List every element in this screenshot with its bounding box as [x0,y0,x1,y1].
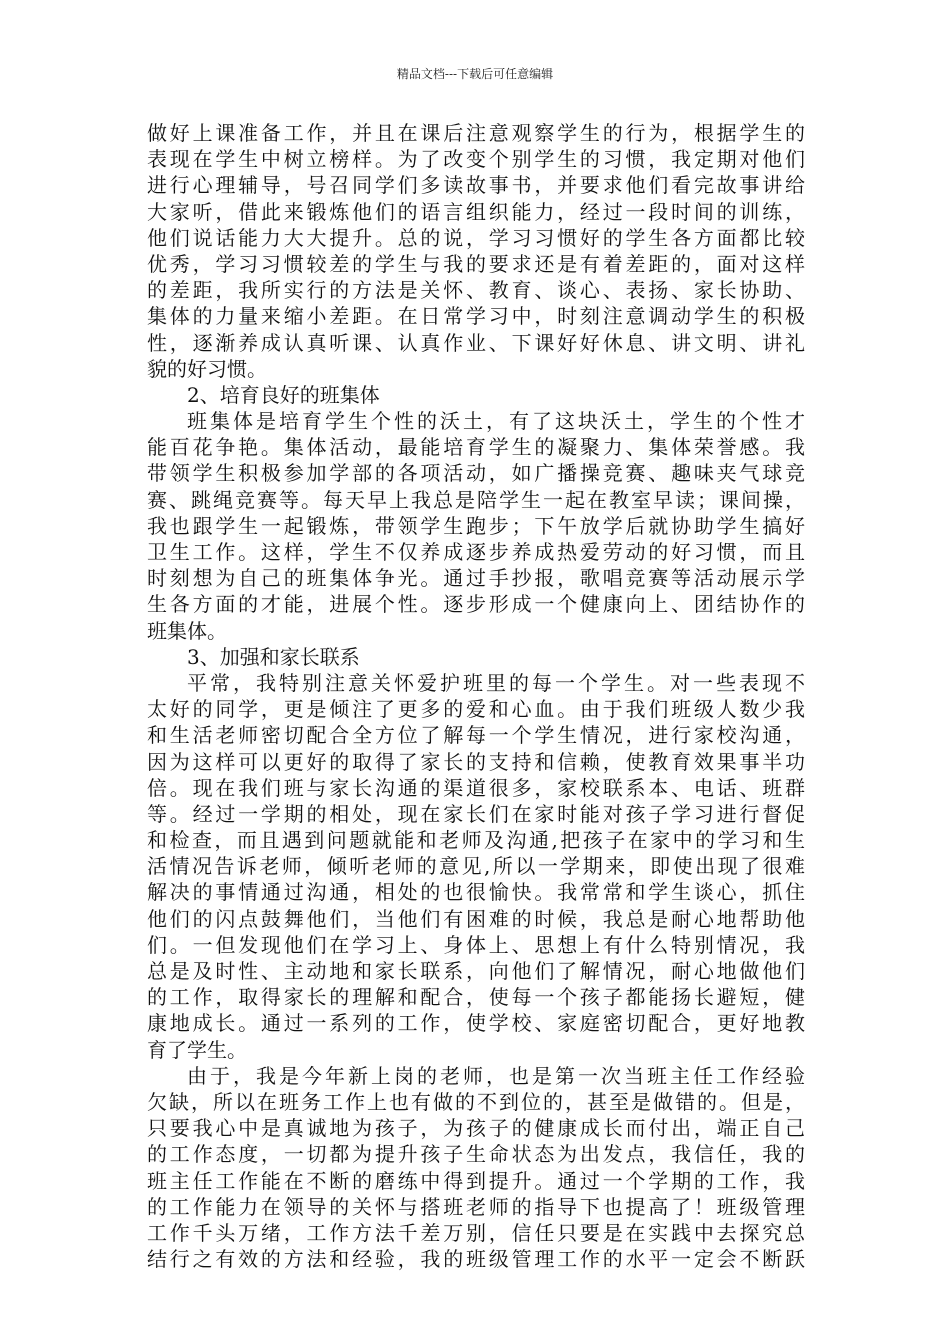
text-line: 性，逐渐养成认真听课、认真作业、下课好好休息、讲文明、讲礼 [147,330,805,355]
text-line: 工作千头万绪，工作方法千差万别，信任只要是在实践中去探究总 [147,1220,805,1245]
page-header: 精品文档---下载后可任意编辑 [396,67,554,81]
text-line: 倍。现在我们班与家长沟通的渠道很多，家校联系本、电话、班群 [147,775,805,800]
text-line: 集体的力量来缩小差距。在日常学习中，时刻注意调动学生的积极 [147,304,805,329]
text-line: 貌的好习惯。 [147,356,267,381]
text-line: 的工作，取得家长的理解和配合，使每一个孩子都能扬长避短，健 [147,985,805,1010]
paragraph [147,670,805,1063]
text-line: 他们说话能力大大提升。总的说，学习习惯好的学生各方面都比较 [147,225,805,250]
text-line: 平常，我特别注意关怀爱护班里的每一个学生。对一些表现不 [187,670,805,695]
text-line: 育了学生。 [147,1037,247,1062]
text-line: 时刻想为自己的班集体争光。通过手抄报，歌唱竞赛等活动展示学 [147,566,805,591]
text-line: 我也跟学生一起锻炼，带领学生跑步；下午放学后就协助学生搞好 [147,513,805,538]
section-heading: 2、培育良好的班集体 [187,382,380,407]
paragraph [147,120,805,382]
text-line: 欠缺，所以在班务工作上也有做的不到位的，甚至是做错的。但是， [147,1089,805,1114]
text-line: 带领学生积极参加学部的各项活动，如广播操竞赛、趣味夹气球竞 [147,461,805,486]
text-line: 优秀，学习习惯较差的学生与我的要求还是有着差距的，面对这样 [147,251,805,276]
text-line: 和检查，而且遇到问题就能和老师及沟通,把孩子在家中的学习和生 [147,828,805,853]
text-line: 的工作能力在领导的关怀与搭班老师的指导下也提高了！班级管理 [147,1194,805,1219]
text-line: 班集体。 [147,618,227,643]
text-line: 他们的闪点鼓舞他们，当他们有困难的时候，我总是耐心地帮助他 [147,906,805,931]
text-line: 结行之有效的方法和经验，我的班级管理工作的水平一定会不断跃 [147,1247,805,1272]
paragraph [147,408,805,644]
text-line: 进行心理辅导，号召同学们多读故事书，并要求他们看完故事讲给 [147,173,805,198]
text-line: 等。经过一学期的相处，现在家长们在家时能对孩子学习进行督促 [147,801,805,826]
paragraph [147,1063,805,1273]
text-line: 由于，我是今年新上岗的老师，也是第一次当班主任工作经验 [187,1063,805,1088]
text-line: 们。一但发现他们在学习上、身体上、思想上有什么特别情况，我 [147,932,805,957]
text-line: 活情况告诉老师，倾听老师的意见,所以一学期来，即使出现了很难 [147,854,805,879]
text-line: 太好的同学，更是倾注了更多的爱和心血。由于我们班级人数少我 [147,697,805,722]
text-line: 卫生工作。这样，学生不仅养成逐步养成热爱劳动的好习惯，而且 [147,540,805,564]
text-line: 康地成长。通过一系列的工作，使学校、家庭密切配合，更好地教 [147,1011,805,1036]
text-line: 的工作态度，一切都为提升孩子生命状态为出发点，我信任，我的 [147,1142,805,1167]
text-line: 做好上课准备工作，并且在课后注意观察学生的行为，根据学生的 [147,121,805,145]
text-line: 能百花争艳。集体活动，最能培育学生的凝聚力、集体荣誉感。我 [147,435,805,460]
section-heading: 3、加强和家长联系 [187,644,360,669]
text-line: 班主任工作能在不断的磨练中得到提升。通过一个学期的工作，我 [147,1168,805,1193]
text-line: 的差距，我所实行的方法是关怀、教育、谈心、表扬、家长协助、 [147,278,805,303]
text-line: 大家听，借此来锻炼他们的语言组织能力，经过一段时间的训练， [147,199,805,224]
text-line: 解决的事情通过沟通，相处的也很愉快。我常常和学生谈心，抓住 [147,880,805,905]
text-line: 生各方面的才能，进展个性。逐步形成一个健康向上、团结协作的 [147,592,805,617]
text-line: 因为这样可以更好的取得了家长的支持和信赖，使教育效果事半功 [147,749,805,774]
text-line: 赛、跳绳竞赛等。每天早上我总是陪学生一起在教室早读；课间操， [147,487,805,512]
text-line: 表现在学生中树立榜样。为了改变个别学生的习惯，我定期对他们 [147,147,805,172]
text-line: 和生活老师密切配合全方位了解每一个学生情况，进行家校沟通， [147,723,805,748]
text-line: 总是及时性、主动地和家长联系，向他们了解情况，耐心地做他们 [147,959,805,983]
text-line: 只要我心中是真诚地为孩子，为孩子的健康成长而付出，端正自己 [147,1116,805,1141]
document-body [147,120,805,1272]
text-line: 班集体是培育学生个性的沃土，有了这块沃土，学生的个性才 [187,409,805,434]
